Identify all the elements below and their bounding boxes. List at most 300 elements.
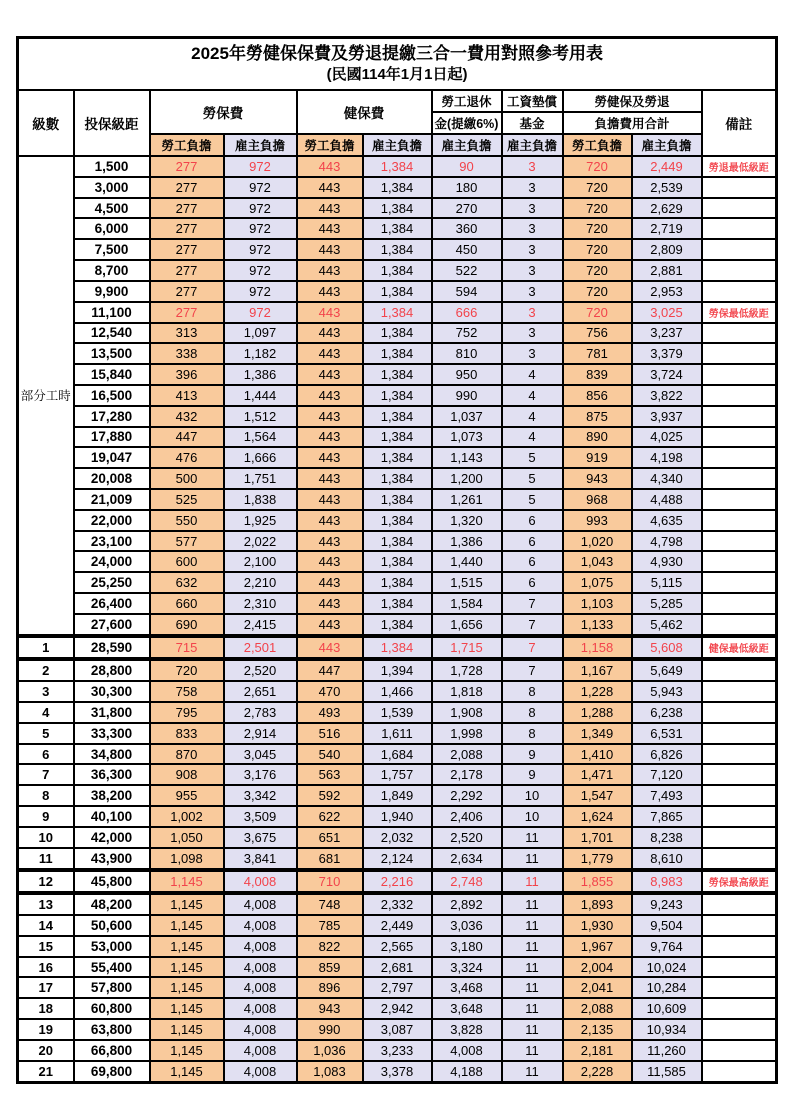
value-cell: 1,386 [432, 531, 502, 552]
value-cell: 758 [150, 681, 224, 702]
bracket-cell: 8,700 [74, 260, 150, 281]
value-cell: 7 [502, 636, 563, 659]
value-cell: 1,967 [563, 936, 632, 957]
value-cell: 632 [150, 572, 224, 593]
value-cell: 1,715 [432, 636, 502, 659]
value-cell: 1,384 [363, 385, 432, 406]
value-cell: 1,145 [150, 957, 224, 978]
value-cell: 443 [297, 551, 363, 572]
value-cell: 6 [502, 531, 563, 552]
bracket-cell: 55,400 [74, 957, 150, 978]
remark-cell [702, 364, 777, 385]
table-row [18, 447, 777, 468]
value-cell: 443 [297, 239, 363, 260]
value-cell: 9,764 [632, 936, 702, 957]
value-cell: 4,008 [432, 1040, 502, 1061]
value-cell: 3 [502, 177, 563, 198]
value-cell: 11 [502, 1061, 563, 1083]
value-cell: 1,002 [150, 806, 224, 827]
value-cell: 919 [563, 447, 632, 468]
value-cell: 1,410 [563, 744, 632, 765]
remark-cell [702, 385, 777, 406]
value-cell: 1,656 [432, 614, 502, 636]
bracket-cell: 24,000 [74, 551, 150, 572]
value-cell: 600 [150, 551, 224, 572]
value-cell: 2,310 [224, 593, 297, 614]
value-cell: 2,332 [363, 893, 432, 915]
value-cell: 1,471 [563, 764, 632, 785]
bracket-cell: 28,800 [74, 659, 150, 681]
value-cell: 1,930 [563, 915, 632, 936]
value-cell: 785 [297, 915, 363, 936]
table-row [18, 239, 777, 260]
col-header-total-line2: 負擔費用合計 [563, 112, 702, 134]
value-cell: 443 [297, 614, 363, 636]
value-cell: 7,493 [632, 785, 702, 806]
value-cell: 476 [150, 447, 224, 468]
remark-cell [702, 489, 777, 510]
value-cell: 9 [502, 744, 563, 765]
value-cell: 720 [563, 156, 632, 177]
value-cell: 622 [297, 806, 363, 827]
value-cell: 1,940 [363, 806, 432, 827]
table-row [18, 323, 777, 344]
value-cell: 443 [297, 218, 363, 239]
value-cell: 856 [563, 385, 632, 406]
value-cell: 1,349 [563, 723, 632, 744]
value-cell: 6 [502, 551, 563, 572]
value-cell: 443 [297, 427, 363, 448]
value-cell: 2,719 [632, 218, 702, 239]
value-cell: 594 [432, 281, 502, 302]
value-cell: 10 [502, 806, 563, 827]
value-cell: 5 [502, 447, 563, 468]
grade-cell: 20 [18, 1040, 74, 1061]
remark-cell [702, 936, 777, 957]
value-cell: 1,547 [563, 785, 632, 806]
remark-cell: 勞保最高級距 [702, 870, 777, 893]
bracket-cell: 33,300 [74, 723, 150, 744]
value-cell: 651 [297, 827, 363, 848]
value-cell: 11 [502, 1040, 563, 1061]
value-cell: 2,809 [632, 239, 702, 260]
value-cell: 3,378 [363, 1061, 432, 1083]
value-cell: 2,681 [363, 957, 432, 978]
table-row [18, 702, 777, 723]
table-row [18, 468, 777, 489]
col-header-wage-fund-line1: 工資墊償 [502, 90, 563, 112]
value-cell: 666 [432, 302, 502, 323]
value-cell: 4,930 [632, 551, 702, 572]
value-cell: 1,666 [224, 447, 297, 468]
value-cell: 1,684 [363, 744, 432, 765]
remark-cell [702, 977, 777, 998]
value-cell: 3 [502, 218, 563, 239]
subheader-health-employer: 雇主負擔 [363, 134, 432, 156]
col-header-bracket: 投保級距 [74, 90, 150, 156]
value-cell: 8,610 [632, 848, 702, 870]
value-cell: 1,288 [563, 702, 632, 723]
table-row [18, 827, 777, 848]
page-subtitle: (民國114年1月1日起) [326, 66, 468, 84]
value-cell: 908 [150, 764, 224, 785]
value-cell: 2,651 [224, 681, 297, 702]
remark-cell [702, 343, 777, 364]
value-cell: 1,073 [432, 427, 502, 448]
value-cell: 1,384 [363, 447, 432, 468]
value-cell: 1,998 [432, 723, 502, 744]
value-cell: 8,238 [632, 827, 702, 848]
value-cell: 443 [297, 531, 363, 552]
value-cell: 3 [502, 323, 563, 344]
table-row [18, 343, 777, 364]
grade-cell: 2 [18, 659, 74, 681]
value-cell: 1,728 [432, 659, 502, 681]
value-cell: 443 [297, 385, 363, 406]
header-row-1 [18, 90, 777, 112]
bracket-cell: 3,000 [74, 177, 150, 198]
value-cell: 277 [150, 198, 224, 219]
value-cell: 2,783 [224, 702, 297, 723]
value-cell: 3 [502, 302, 563, 323]
value-cell: 10,934 [632, 1019, 702, 1040]
value-cell: 1,466 [363, 681, 432, 702]
grade-cell: 11 [18, 848, 74, 870]
value-cell: 277 [150, 156, 224, 177]
value-cell: 3,468 [432, 977, 502, 998]
value-cell: 447 [297, 659, 363, 681]
value-cell: 720 [563, 218, 632, 239]
value-cell: 443 [297, 302, 363, 323]
value-cell: 810 [432, 343, 502, 364]
value-cell: 11 [502, 915, 563, 936]
value-cell: 1,384 [363, 281, 432, 302]
bracket-cell: 48,200 [74, 893, 150, 915]
value-cell: 720 [563, 281, 632, 302]
value-cell: 11 [502, 827, 563, 848]
value-cell: 3,937 [632, 406, 702, 427]
value-cell: 822 [297, 936, 363, 957]
value-cell: 4,008 [224, 870, 297, 893]
value-cell: 4,008 [224, 977, 297, 998]
table-row [18, 1040, 777, 1061]
remark-cell: 勞保最低級距 [702, 302, 777, 323]
value-cell: 4,798 [632, 531, 702, 552]
bracket-cell: 53,000 [74, 936, 150, 957]
table-row [18, 614, 777, 636]
value-cell: 955 [150, 785, 224, 806]
remark-cell [702, 468, 777, 489]
table-row [18, 198, 777, 219]
value-cell: 396 [150, 364, 224, 385]
bracket-cell: 15,840 [74, 364, 150, 385]
value-cell: 1,444 [224, 385, 297, 406]
bracket-cell: 42,000 [74, 827, 150, 848]
value-cell: 1,855 [563, 870, 632, 893]
value-cell: 972 [224, 281, 297, 302]
value-cell: 2,088 [432, 744, 502, 765]
remark-cell [702, 572, 777, 593]
remark-cell [702, 239, 777, 260]
value-cell: 4,198 [632, 447, 702, 468]
remark-cell [702, 281, 777, 302]
value-cell: 2,539 [632, 177, 702, 198]
value-cell: 443 [297, 468, 363, 489]
value-cell: 2,892 [432, 893, 502, 915]
value-cell: 950 [432, 364, 502, 385]
value-cell: 1,384 [363, 636, 432, 659]
col-header-total-line1: 勞健保及勞退 [563, 90, 702, 112]
value-cell: 10,609 [632, 998, 702, 1019]
value-cell: 2,041 [563, 977, 632, 998]
grade-cell: 3 [18, 681, 74, 702]
value-cell: 2,797 [363, 977, 432, 998]
col-header-pension-line2: 金(提繳6%) [432, 112, 502, 134]
value-cell: 1,757 [363, 764, 432, 785]
table-row [18, 1019, 777, 1040]
value-cell: 2,216 [363, 870, 432, 893]
value-cell: 11 [502, 1019, 563, 1040]
value-cell: 4,008 [224, 915, 297, 936]
value-cell: 277 [150, 281, 224, 302]
value-cell: 540 [297, 744, 363, 765]
value-cell: 3,724 [632, 364, 702, 385]
grade-cell: 17 [18, 977, 74, 998]
value-cell: 2,210 [224, 572, 297, 593]
value-cell: 972 [224, 260, 297, 281]
value-cell: 1,384 [363, 593, 432, 614]
value-cell: 5,943 [632, 681, 702, 702]
remark-cell [702, 848, 777, 870]
subheader-pension-employer: 雇主負擔 [432, 134, 502, 156]
value-cell: 2,953 [632, 281, 702, 302]
value-cell: 720 [150, 659, 224, 681]
bracket-cell: 17,880 [74, 427, 150, 448]
table-row [18, 385, 777, 406]
value-cell: 4 [502, 427, 563, 448]
value-cell: 720 [563, 260, 632, 281]
value-cell: 2,634 [432, 848, 502, 870]
value-cell: 3 [502, 198, 563, 219]
value-cell: 3,342 [224, 785, 297, 806]
value-cell: 943 [563, 468, 632, 489]
value-cell: 3,025 [632, 302, 702, 323]
value-cell: 859 [297, 957, 363, 978]
table-row [18, 977, 777, 998]
value-cell: 443 [297, 198, 363, 219]
value-cell: 1,515 [432, 572, 502, 593]
value-cell: 4 [502, 364, 563, 385]
bracket-cell: 50,600 [74, 915, 150, 936]
remark-cell [702, 702, 777, 723]
value-cell: 660 [150, 593, 224, 614]
remark-cell [702, 593, 777, 614]
value-cell: 1,037 [432, 406, 502, 427]
table-row [18, 848, 777, 870]
bracket-cell: 19,047 [74, 447, 150, 468]
value-cell: 1,145 [150, 998, 224, 1019]
value-cell: 1,103 [563, 593, 632, 614]
value-cell: 781 [563, 343, 632, 364]
value-cell: 3,828 [432, 1019, 502, 1040]
value-cell: 748 [297, 893, 363, 915]
value-cell: 972 [224, 302, 297, 323]
value-cell: 7 [502, 593, 563, 614]
value-cell: 1,384 [363, 406, 432, 427]
value-cell: 90 [432, 156, 502, 177]
remark-cell [702, 744, 777, 765]
value-cell: 1,384 [363, 551, 432, 572]
col-header-pension-line1: 勞工退休 [432, 90, 502, 112]
bracket-cell: 60,800 [74, 998, 150, 1019]
value-cell: 1,925 [224, 510, 297, 531]
value-cell: 2,181 [563, 1040, 632, 1061]
value-cell: 1,261 [432, 489, 502, 510]
remark-cell [702, 764, 777, 785]
remark-cell [702, 723, 777, 744]
remark-cell [702, 406, 777, 427]
value-cell: 968 [563, 489, 632, 510]
value-cell: 1,384 [363, 239, 432, 260]
value-cell: 972 [224, 239, 297, 260]
value-cell: 2,881 [632, 260, 702, 281]
remark-cell [702, 531, 777, 552]
remark-cell [702, 510, 777, 531]
table-row [18, 302, 777, 323]
remark-cell [702, 998, 777, 1019]
value-cell: 4,008 [224, 1019, 297, 1040]
value-cell: 338 [150, 343, 224, 364]
value-cell: 5 [502, 489, 563, 510]
subheader-health-employee: 勞工負擔 [297, 134, 363, 156]
value-cell: 443 [297, 406, 363, 427]
value-cell: 1,043 [563, 551, 632, 572]
value-cell: 1,167 [563, 659, 632, 681]
value-cell: 1,182 [224, 343, 297, 364]
value-cell: 5,285 [632, 593, 702, 614]
value-cell: 1,818 [432, 681, 502, 702]
value-cell: 1,384 [363, 427, 432, 448]
value-cell: 870 [150, 744, 224, 765]
table-row [18, 593, 777, 614]
bracket-cell: 21,009 [74, 489, 150, 510]
value-cell: 2,124 [363, 848, 432, 870]
value-cell: 1,384 [363, 614, 432, 636]
value-cell: 4,188 [432, 1061, 502, 1083]
bracket-cell: 12,540 [74, 323, 150, 344]
value-cell: 8 [502, 723, 563, 744]
value-cell: 432 [150, 406, 224, 427]
value-cell: 11 [502, 977, 563, 998]
table-row [18, 915, 777, 936]
value-cell: 8 [502, 681, 563, 702]
value-cell: 1,145 [150, 915, 224, 936]
table-row [18, 806, 777, 827]
value-cell: 3 [502, 260, 563, 281]
remark-cell [702, 1019, 777, 1040]
value-cell: 1,384 [363, 364, 432, 385]
value-cell: 2,406 [432, 806, 502, 827]
table-row [18, 531, 777, 552]
value-cell: 990 [432, 385, 502, 406]
value-cell: 1,097 [224, 323, 297, 344]
bracket-cell: 45,800 [74, 870, 150, 893]
value-cell: 972 [224, 198, 297, 219]
bracket-cell: 40,100 [74, 806, 150, 827]
value-cell: 4,008 [224, 1061, 297, 1083]
table-row [18, 957, 777, 978]
value-cell: 180 [432, 177, 502, 198]
value-cell: 1,320 [432, 510, 502, 531]
value-cell: 720 [563, 239, 632, 260]
remark-cell [702, 198, 777, 219]
value-cell: 360 [432, 218, 502, 239]
value-cell: 443 [297, 260, 363, 281]
value-cell: 1,384 [363, 343, 432, 364]
value-cell: 2,914 [224, 723, 297, 744]
value-cell: 7 [502, 659, 563, 681]
table-row [18, 636, 777, 659]
value-cell: 443 [297, 636, 363, 659]
value-cell: 3,324 [432, 957, 502, 978]
col-header-remark: 備註 [702, 90, 777, 156]
value-cell: 3,822 [632, 385, 702, 406]
value-cell: 493 [297, 702, 363, 723]
value-cell: 1,564 [224, 427, 297, 448]
value-cell: 1,384 [363, 177, 432, 198]
grade-cell: 5 [18, 723, 74, 744]
value-cell: 270 [432, 198, 502, 219]
value-cell: 443 [297, 593, 363, 614]
bracket-cell: 13,500 [74, 343, 150, 364]
grade-cell: 16 [18, 957, 74, 978]
bracket-cell: 4,500 [74, 198, 150, 219]
remark-cell [702, 659, 777, 681]
value-cell: 3 [502, 156, 563, 177]
table-row [18, 156, 777, 177]
table-row [18, 364, 777, 385]
value-cell: 720 [563, 198, 632, 219]
value-cell: 2,449 [363, 915, 432, 936]
grade-cell: 13 [18, 893, 74, 915]
value-cell: 563 [297, 764, 363, 785]
bracket-cell: 69,800 [74, 1061, 150, 1083]
value-cell: 1,701 [563, 827, 632, 848]
value-cell: 1,838 [224, 489, 297, 510]
bracket-cell: 31,800 [74, 702, 150, 723]
grade-group-cell: 部分工時 [18, 156, 74, 636]
col-header-labor-fee: 勞保費 [150, 90, 297, 134]
value-cell: 1,384 [363, 468, 432, 489]
value-cell: 6,531 [632, 723, 702, 744]
value-cell: 990 [297, 1019, 363, 1040]
table-row [18, 551, 777, 572]
value-cell: 3,379 [632, 343, 702, 364]
table-row [18, 681, 777, 702]
value-cell: 2,292 [432, 785, 502, 806]
bracket-cell: 30,300 [74, 681, 150, 702]
value-cell: 577 [150, 531, 224, 552]
bracket-cell: 22,000 [74, 510, 150, 531]
bracket-cell: 34,800 [74, 744, 150, 765]
premium-reference-table [16, 36, 778, 1084]
value-cell: 443 [297, 177, 363, 198]
value-cell: 1,145 [150, 977, 224, 998]
value-cell: 277 [150, 177, 224, 198]
value-cell: 450 [432, 239, 502, 260]
subheader-labor-employee: 勞工負擔 [150, 134, 224, 156]
col-header-health-fee: 健保費 [297, 90, 432, 134]
